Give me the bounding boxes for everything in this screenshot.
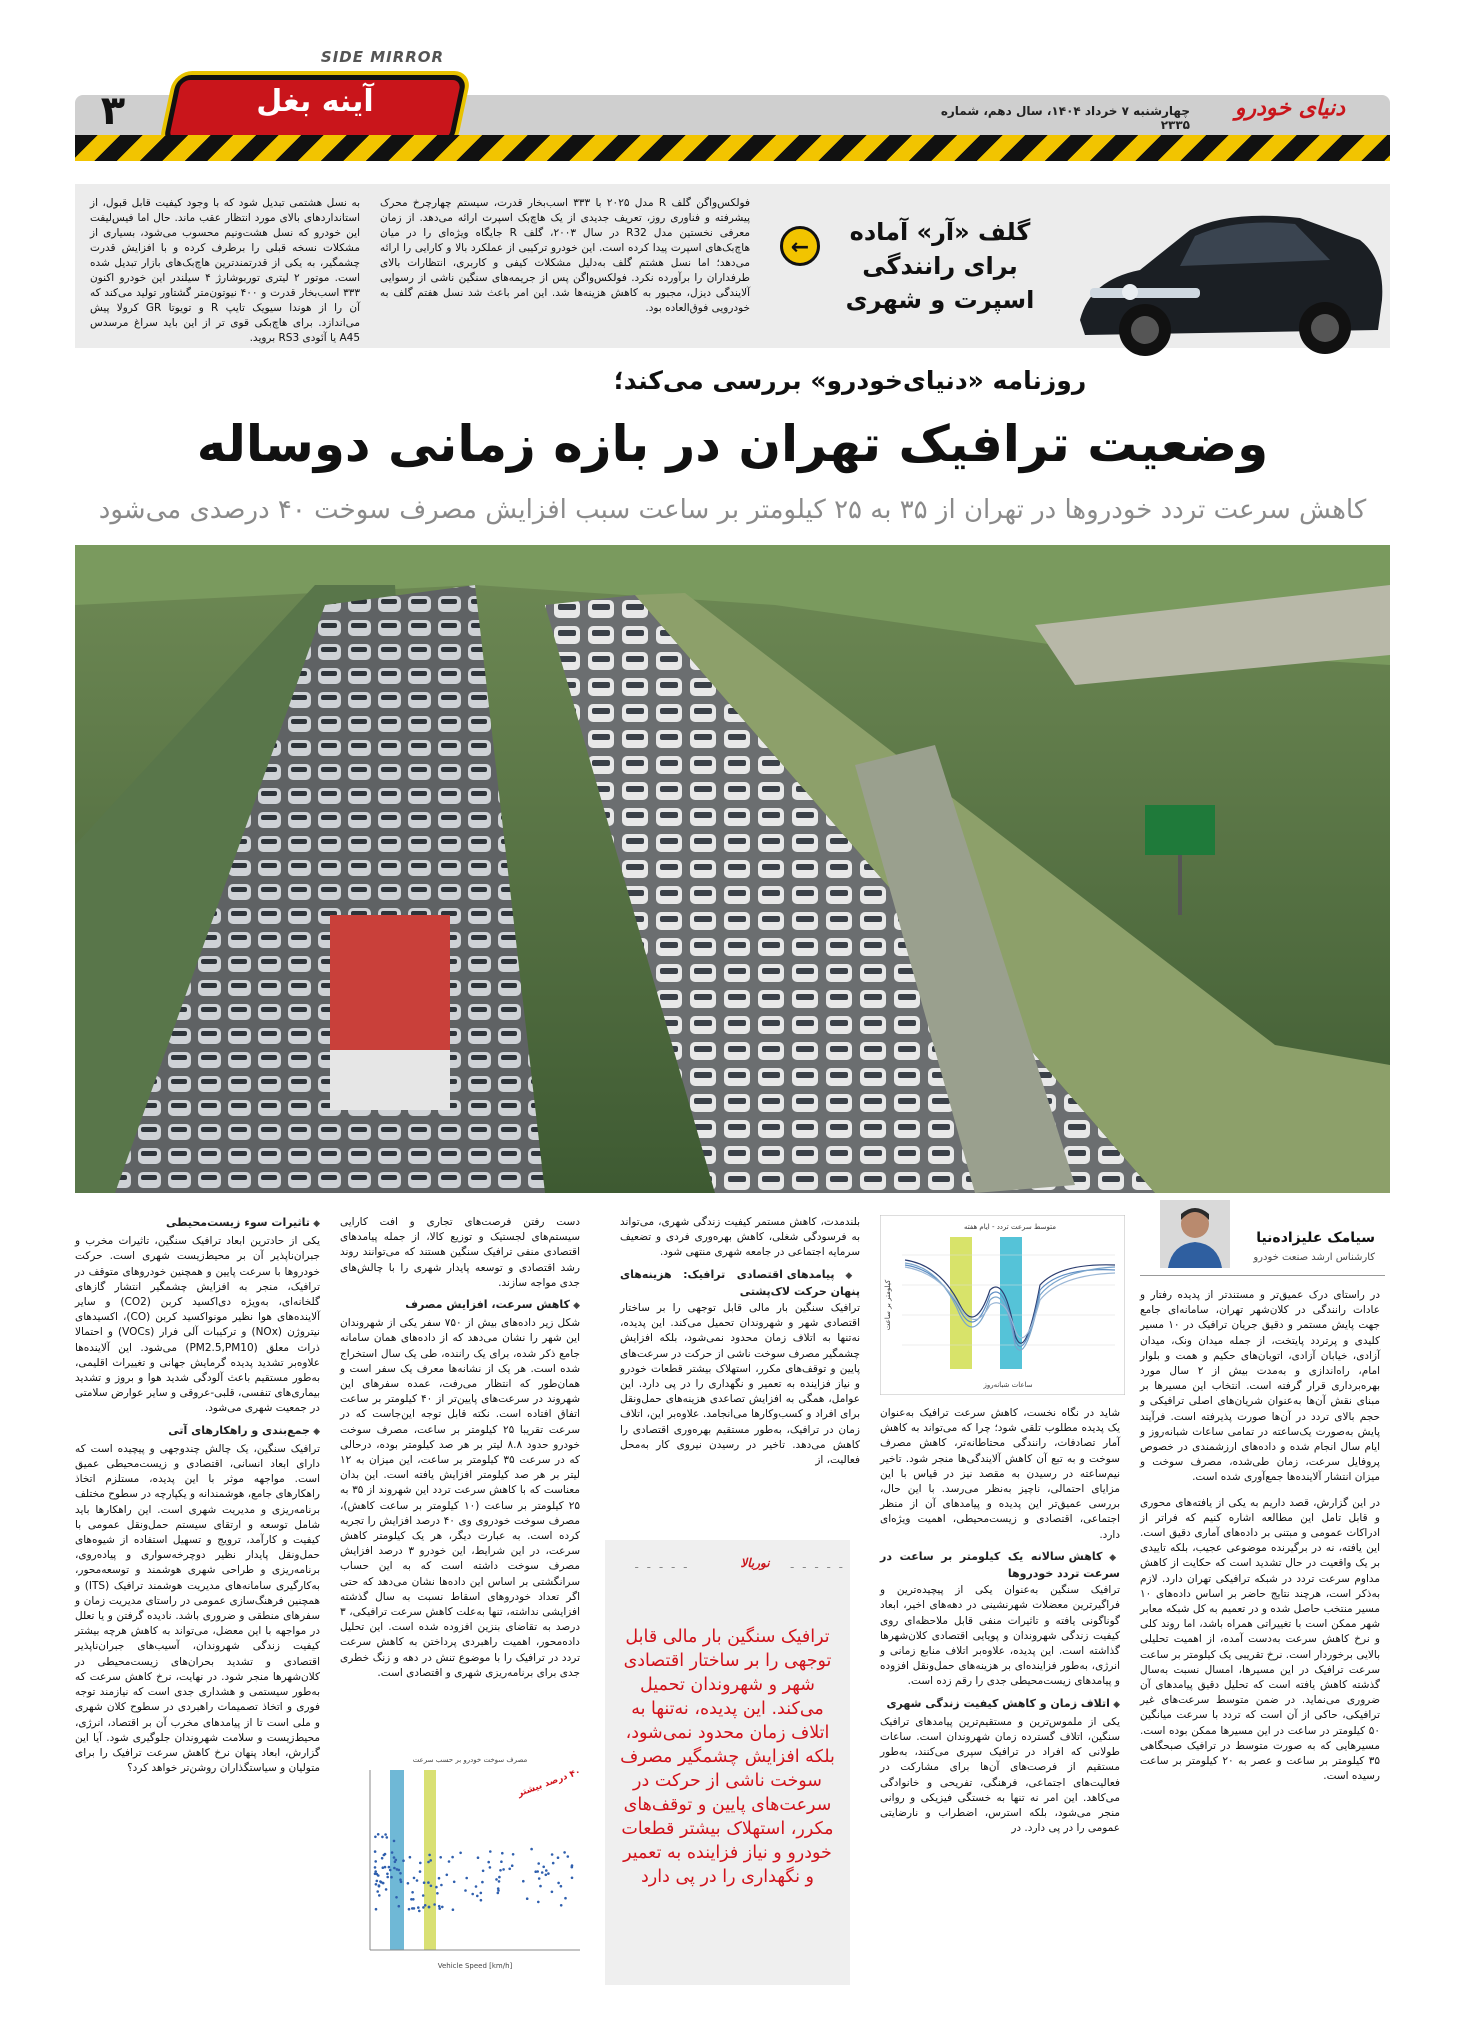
scatter-point — [417, 1906, 420, 1909]
scatter-point — [393, 1867, 396, 1870]
dashes: - - - - - — [790, 1560, 845, 1574]
highlight-band — [950, 1237, 972, 1369]
scatter-point — [551, 1891, 554, 1894]
scatter-point — [423, 1881, 426, 1884]
scatter-point — [498, 1876, 501, 1879]
date-line: چهارشنبه ۷ خرداد ۱۴۰۴، سال دهم، شماره ۲۳۳۵ — [940, 104, 1190, 132]
scatter-point — [382, 1866, 385, 1869]
scatter-point — [500, 1860, 503, 1863]
scatter-point — [385, 1888, 388, 1891]
subheading: ◆ کاهش سالانه یک کیلومتر بر ساعت در سرعت تردد خودروها — [880, 1549, 1120, 1581]
scatter-point — [395, 1859, 398, 1862]
paragraph: دست رفتن فرصت‌های تجاری و افت کارایی سیستم‌های لجستیک و توزیع کالا، از جمله پیامدهای اقتصادی منفی ترافیک سنگین هستند که می‌توانند روند رشد اقتصادی و توسعه پایدار شهری را با چالش‌های جدی مواجه سازند. — [340, 1216, 580, 1289]
scatter-point — [522, 1880, 525, 1883]
scatter-point — [378, 1884, 381, 1887]
teaser-text-left: به نسل هشتمی تبدیل شود که با وجود کیفیت قابل قبول، از استانداردهای بالای مورد انتظار عقب ماند. حال اما فیس‌لیفت این خودرو که نسل هشت‌ونیم محسوب می‌شود، بسیاری از مشکلات نسخه قبلی را برطرف کرده و با افزایش قدرت چشمگیر، به یکی از قدرتمندترین هاچ‌بک‌های بازار تبدیل شده است. موتور ۲ لیتری توربوشارژ ۴ سیلندر این خودرو اکنون ۳۳۳ اسب‌بخار قدرت و ۴۰۰ نیوتون‌متر گشتاور تولید می‌کند که آن را از هوندا سیویک تایپ R و تویوتا GR کرولا پیش می‌اندازد. برای هاچ‌بکی قوی تر از این باید سراغ مرسدس A45 یا آئودی RS3 بروید. — [90, 197, 360, 344]
scatter-point — [399, 1878, 402, 1881]
car-photo — [1060, 180, 1390, 360]
scatter-point — [551, 1853, 554, 1856]
headline: وضعیت ترافیک تهران در بازه زمانی دوساله — [196, 415, 1269, 473]
scatter-point — [526, 1897, 529, 1900]
scatter-point — [396, 1868, 399, 1871]
scatter-point — [538, 1877, 541, 1880]
scatter-point — [377, 1833, 380, 1836]
scatter-point — [409, 1856, 412, 1859]
scatter-point — [476, 1895, 479, 1898]
scatter-point — [542, 1866, 545, 1869]
subheading: ◆ پیامدهای اقتصادی ترافیک: هزینه‌های پنهان حرکت لاک‌پشتی — [620, 1267, 860, 1299]
scatter-point — [571, 1877, 574, 1880]
scatter-point — [374, 1850, 377, 1853]
scatter-point — [376, 1880, 379, 1883]
scatter-point — [489, 1850, 492, 1853]
scatter-point — [398, 1905, 401, 1908]
fuel-chart — [340, 1750, 585, 1975]
scatter-point — [446, 1874, 449, 1877]
scatter-point — [374, 1860, 377, 1863]
scatter-point — [391, 1851, 394, 1854]
scatter-point — [502, 1868, 505, 1871]
scatter-point — [534, 1870, 537, 1873]
scatter-point — [376, 1890, 379, 1893]
divider — [1140, 1275, 1385, 1276]
chart-xlabel: Vehicle Speed [km/h] — [437, 1962, 513, 1970]
scatter-point — [418, 1910, 421, 1913]
scatter-point — [564, 1897, 567, 1900]
scatter-point — [386, 1836, 389, 1839]
scatter-point — [383, 1854, 386, 1857]
scatter-point — [545, 1874, 548, 1877]
scatter-point — [451, 1856, 454, 1859]
scatter-point — [413, 1877, 416, 1880]
scatter-point — [379, 1880, 382, 1883]
subheadline: کاهش سرعت تردد خودروها در تهران از ۳۵ به ۲۵ کیلومتر بر ساعت سبب افزایش مصرف سوخت ۴۰ درصدی می‌شود — [98, 495, 1367, 525]
pullquote-text: ترافیک سنگین بار مالی قابل توجهی را بر ساختار اقتصادی شهر و شهروندان تحمیل می‌کند. این پدیده، نه‌تنها به اتلاف زمان محدود نمی‌شود، بلکه افزایش چشمگیر مصرف سوخت ناشی از حرکت در سرعت‌های پایین و توقف‌های مکرر، استهلاک بیشتر قطعات خودرو و نیاز فزاینده به تعمیر و نگهداری را در پی دارد — [620, 1627, 835, 1887]
scatter-point — [539, 1885, 542, 1888]
scatter-point — [464, 1889, 467, 1892]
scatter-point — [375, 1883, 378, 1886]
scatter-point — [448, 1860, 451, 1863]
scatter-point — [384, 1833, 387, 1836]
scatter-point — [471, 1893, 474, 1896]
scatter-point — [382, 1882, 385, 1885]
article-column-1 — [1140, 1288, 1380, 1785]
side-mirror-label: SIDE MIRROR — [320, 48, 445, 66]
scatter-point — [374, 1836, 377, 1839]
paragraph: در این گزارش، قصد داریم به یکی از یافته‌های محوری و قابل تامل این مطالعه اشاره کنیم که فراتر از ادراکات عمومی و مبتنی بر داده‌های آماری دقیق است. این یافته، نه در برگیرنده موضوعی عجیب، بلکه تاییدی بر یک واقعیت در حال تشدید است که حکایت از کاهش مداوم سرعت تردد در شبکه ترافیکی تهران دارد. لازم به‌ذکر است، هرچند نتایج حاضر بر اساس داده‌های ۱۰ مسیر منتخب حاصل شده و در تعمیم به کل شبکه معابر شهر ممکن است با تغییراتی همراه باشد، اما روند کلی و نرخ کاهش سرعت به‌دست آمده، از اهمیت تحلیلی بالایی برخوردار است. نرخ تقریبی یک کیلومتر بر ساعت سرعت ترافیک در این مسیرها، امسال نسبت به‌سال گذشته کاهش یافته است که تحلیل دقیق پیامدهای آن ضروری می‌نماید. در ضمن متوسط سرعت‌های غیر ترافیکی، حاکی از آن است که تردد با سرعت میانگین ۵۰ کیلومتر در ساعت در این مسیرها ممکن بوده است. مسیرهایی که به صورت متوسط در ترافیک صبحگاهی ۳۵ کیلومتر بر ساعت و عصر به ۲۰ کیلومتر بر ساعت رسیده است. — [1140, 1496, 1380, 1783]
scatter-point — [410, 1898, 413, 1901]
pullquote-label: نوربالا — [740, 1556, 770, 1570]
scatter-point — [459, 1852, 462, 1855]
scatter-point — [537, 1862, 540, 1865]
scatter-point — [422, 1894, 425, 1897]
scatter-point — [475, 1885, 478, 1888]
scatter-point — [402, 1859, 405, 1862]
scatter-point — [395, 1896, 398, 1899]
scatter-point — [422, 1906, 425, 1909]
scatter-point — [438, 1907, 441, 1910]
scatter-point — [541, 1871, 544, 1874]
kicker: روزنامه «دنیای‌خودرو» بررسی می‌کند؛ — [613, 366, 1087, 395]
paragraph: شاید در نگاه نخست، کاهش سرعت ترافیک به‌عنوان یک پدیده مطلوب تلقی شود؛ چرا که می‌تواند به کاهش آمار تصادفات، رانندگی محتاطانه‌تر، کاهش مصرف سوخت و به تبع آن کاهش آلایندگی‌ها منجر شود. تاخیر نیم‌ساعته در رسیدن به مقصد نیز در قیاس با این مزایای احتمالی، ناچیز به‌نظر می‌رسد. با این حال، بررسی عمیق‌تر این پدیده و پیامدهای آن از منظر اجتماعی، اقتصادی و زیست‌محیطی، اهمیت ویژه‌ای دارد. — [880, 1407, 1120, 1541]
scatter-point — [407, 1882, 410, 1885]
paragraph: بلندمدت، کاهش مستمر کیفیت زندگی شهری، می‌تواند به فرسودگی شغلی، کاهش بهره‌وری فردی و تضعیف سرمایه اجتماعی در جامعه شهری منتهی شود. — [620, 1216, 860, 1259]
scatter-point — [374, 1866, 377, 1869]
scatter-point — [545, 1869, 548, 1872]
scatter-point — [416, 1879, 419, 1882]
scatter-point — [384, 1866, 387, 1869]
scatter-point — [489, 1866, 492, 1869]
chart-xlabel: ساعات شبانه‌روز — [983, 1381, 1033, 1389]
scatter-point — [498, 1880, 501, 1883]
scatter-point — [413, 1907, 416, 1910]
scatter-point — [501, 1852, 504, 1855]
chart-title: متوسط سرعت تردد - ایام هفته — [964, 1223, 1056, 1231]
scatter-point — [495, 1878, 498, 1881]
subheading: ◆ تاثیرات سوء زیست‌محیطی — [75, 1215, 320, 1232]
scatter-point — [571, 1864, 574, 1867]
paragraph: ترافیک سنگین بار مالی قابل توجهی را بر ساختار اقتصادی شهر و شهروندان تحمیل می‌کند. این پدیده، نه‌تنها به اتلاف زمان محدود نمی‌شود، بلکه افزایش چشمگیر مصرف سوخت ناشی از حرکت در سرعت‌های پایین و توقف‌های مکرر، استهلاک بیشتر قطعات خودرو و نیاز فزاینده به تعمیر و نگهداری را در پی دارد. این عوامل، همگی به افزایش تصاعدی هزینه‌های حمل‌ونقل برای افراد و کسب‌وکارها می‌انجامد. علاوه‌بر این، اتلاف زمان در ترافیک، به‌طور مستقیم بهره‌وری اقتصادی را کاهش می‌دهد. تاخیر در رسیدن نیروی کار به‌محل فعالیت، از — [620, 1302, 860, 1467]
scatter-point — [378, 1894, 381, 1897]
scatter-point — [438, 1877, 441, 1880]
speed-chart — [880, 1215, 1125, 1395]
scatter-point — [499, 1869, 502, 1872]
scatter-point — [393, 1856, 396, 1859]
scatter-point — [487, 1861, 490, 1864]
scatter-point — [481, 1881, 484, 1884]
teaser-text-right: فولکس‌واگن گلف R مدل ۲۰۲۵ با ۳۳۳ اسب‌بخار قدرت، سیستم چهارچرخ محرک پیشرفته و فناوری روز، تعریف جدیدی از یک هاچ‌بک اسپرت ارائه می‌دهد. از زمان معرفی نخستین مدل R32 در سال ۲۰۰۳، گلف R جایگاه ویژه‌ای را در میان هاچ‌بک‌های اسپرت پیدا کرده است. این خودرو ترکیبی از عملکرد بالا و کارایی را ارائه می‌دهد؛ اما نسل هشتم گلف به‌دلیل مشکلات کیفی و کاربری، انتظارات بالای طرفداران را برآورده نکرد. فولکس‌واگن پس از جریمه‌های سنگین ناشی از رسوایی آلایندگی دیزل، مجبور به کاهش هزینه‌ها شد. این امر باعث شد نسل هفتم گلف به خودرویی فوق‌العاده بود. — [380, 197, 750, 314]
subheading: ◆ جمع‌بندی و راهکارهای آتی — [75, 1423, 320, 1440]
scatter-point — [428, 1854, 431, 1857]
scatter-point — [512, 1853, 515, 1856]
scatter-point — [436, 1892, 439, 1895]
teaser-title[interactable]: گلف «آر» آماده برای رانندگی اسپرت و شهری — [845, 218, 1035, 314]
scatter-point — [424, 1904, 427, 1907]
scatter-point — [511, 1864, 514, 1867]
scatter-point — [386, 1876, 389, 1879]
scatter-point — [537, 1901, 540, 1904]
scatter-point — [386, 1873, 389, 1876]
scatter-point — [530, 1848, 533, 1851]
scatter-point — [567, 1855, 570, 1858]
scatter-point — [375, 1908, 378, 1911]
scatter-point — [399, 1872, 402, 1875]
scatter-point — [480, 1892, 483, 1895]
scatter-point — [560, 1904, 563, 1907]
article-column-3 — [620, 1215, 860, 1468]
scatter-point — [557, 1882, 560, 1885]
paragraph: ترافیک سنگین، یک چالش چندوجهی و پیچیده است که دارای ابعاد انسانی، اقتصادی و زیست‌محیطی عمیق است. مواجهه موثر با این پدیده، مستلزم اتخاذ راهکارهای جامع، هوشمندانه و یکپارچه در سطوح مختلف برنامه‌ریزی و مدیریت شهری است. این راهکارها باید شامل توسعه و ارتقای سیستم حمل‌ونقل عمومی با کیفیت و کارآمد، ترویج و تسهیل استفاده از شیوه‌های حمل‌ونقل پایدار نظیر دوچرخه‌سواری و پیاده‌روی، برنامه‌ریزی و طراحی شهری هوشمند و توسعه‌محور، به‌کارگیری سامانه‌های مدیریت هوشمند ترافیک (ITS) و همچنین فرهنگ‌سازی عمومی در راستای مدیریت زمان و سفرهای منطقی و ضروری باشد. نادیده گرفتن و یا تعلل در مواجهه با این معضل، می‌تواند به کاهش هرچه بیشتر کیفیت زندگی شهروندان، آسیب‌های جبران‌ناپذیر اقتصادی و تشدید بحران‌های زیست‌محیطی در کلان‌شهرها منجر شود. در نهایت، نرخ کاهش سرعت که به‌طور سیستمی و هشداری جدی است که نیازمند توجه فوری و اتخاذ تصمیمات راهبردی در سطوح کلان شهری و ملی است تا از پیامدهای مخرب آن بر اقتصاد، انرژی، محیط‌زیست و سلامت شهروندان جلوگیری شود. آیا این گزارش، ابعاد پنهان نرخ کاهش سرعت ترافیک را برای متولیان و سیاستگذاران روشن‌تر خواهد کرد؟ — [75, 1442, 320, 1775]
scatter-point — [433, 1903, 436, 1906]
scatter-point — [452, 1908, 455, 1911]
scatter-point — [497, 1889, 500, 1892]
scatter-point — [427, 1861, 430, 1864]
scatter-point — [497, 1892, 500, 1895]
scatter-point — [563, 1851, 566, 1854]
scatter-point — [419, 1870, 422, 1873]
scatter-point — [438, 1905, 441, 1908]
scatter-point — [390, 1876, 393, 1879]
paragraph: شکل زیر داده‌های بیش از ۷۵۰ سفر یکی از شهروندان این شهر را نشان می‌دهد که از داده‌های همان سامانه جامع ذکر شده، برای یک راننده، طی یک سال استخراج شده است. هر یک از نشانه‌ها معرف یک سفر است و همان‌طور که انتظار می‌رفت، عمده سفرهای این شهروند در سرعت‌های پایین‌تر از ۴۰ کیلومتر بر ساعت اتفاق افتاده است. نکته قابل توجه این‌جاست که در سرعت تقریبا ۲۵ کیلومتر بر ساعت، مصرف سوخت خودرو حدود ۸.۸ لیتر بر هر صد کیلومتر بوده، درحالی که در سرعت ۳۵ کیلومتر بر ساعت، این میزان به ۱۲ لیتر بر هر صد کیلومتر افزایش یافته است. این بدان معناست که با کاهش سرعت تردد این شهروند از ۳۵ به ۲۵ کیلومتر بر ساعت (۱۰ کیلومتر بر ساعت کاهش)، مصرف سوخت خودروی وی ۴۰ درصد افزایش را تجربه کرده است. به عبارت دیگر، هر یک کیلومتر کاهش سرعت، در این شرایط، این خودرو ۳ درصد افزایش مصرف سوخت داشته است که به این حساب سرانگشتی بر اساس این داده‌ها نشان می‌دهد که حتی اگر تعداد خودروهای اسقاط نسبت به سال گذشته افزایشی نداشته، تنها به‌علت کاهش سرعت ترافیکی، ۳ درصد به تقاضای بنزین افزوده شده است. این تحلیل داده‌محور، اهمیت راهبردی پرداختن به کاهش سرعت تردد در ترافیک را با موضوع تنش در دهه و زنگ خطری جدی برای برنامه‌ریزی شهری و اقتصادی است. — [340, 1317, 581, 1679]
scatter-point — [480, 1899, 483, 1902]
scatter-point — [427, 1881, 430, 1884]
paragraph: ترافیک سنگین به‌عنوان یکی از پیچیده‌ترین و فراگیرترین معضلات شهرنشینی در دهه‌های اخیر، ابعاد گوناگونی یافته و تاثیرات منفی قابل ملاحظه‌ای روی کیفیت زندگی شهروندان و پویایی اقتصادی کلان‌شهرها گذاشته است. این پدیده، علاوه‌بر اتلاف منابع زمانی و انرژی، به‌طور فزاینده‌ای بر هزینه‌های حمل‌ونقل افزوده و پیامدهای زیست‌محیطی جدی را رقم زده است. — [880, 1584, 1120, 1688]
chart-title: مصرف سوخت خودرو بر حسب سرعت — [412, 1756, 528, 1764]
scatter-point — [430, 1885, 433, 1888]
paragraph: در راستای درک عمیق‌تر و مستندتر از پدیده رفتار و عادات رانندگی در کلان‌شهر تهران، سامانه‌ای جامع جهت پایش مستمر و دقیق جریان ترافیک در ۱۰ مسیر کلیدی و پرتردد پایتخت، از جمله میدان ونک، میدان آزادی، خیابان آزادی، اتوبان‌های حکیم و همت و بلوار امام، راه‌اندازی و به‌مدت بیش از ۲ سال مورد بهره‌برداری قرار گرفته است. انتخاب این مسیرها بر مبنای نقش آن‌ها به‌عنوان شریان‌های اصلی ترافیکی و حجم بالای تردد در آن‌ها صورت پذیرفته است. فرآیند پایش به‌صورت یک‌ساعته در تمامی ساعات شبانه‌روز و ایام سال انجام شده و داده‌های ارزشمندی در خصوص پروفایل سرعت، زمان طی‌شده، مصرف سوخت و میزان انتشار آلاینده‌ها جمع‌آوری شده است. — [1140, 1289, 1380, 1484]
scatter-point — [429, 1859, 432, 1862]
scatter-point — [411, 1891, 414, 1894]
scatter-point — [441, 1906, 444, 1909]
arrow-left-icon[interactable]: ← — [780, 226, 820, 266]
scatter-point — [508, 1868, 511, 1871]
author-avatar — [1160, 1200, 1230, 1268]
scatter-point — [552, 1862, 555, 1865]
scatter-point — [393, 1840, 396, 1843]
scatter-point — [560, 1885, 563, 1888]
paragraph: یکی از حادترین ابعاد ترافیک سنگین، تاثیرات مخرب و جبران‌ناپذیر آن بر محیط‌زیست شهری است. حرکت خودروها با سرعت پایین و همچنین خودروهای متوقف در ترافیک، منجر به افزایش چشمگیر انتشار گازهای گلخانه‌ای، به‌ویژه دی‌اکسید کربن (CO2) و سایر آلاینده‌های هوا نظیر مونواکسید کربن (CO)، اکسیدهای نیتروژن (NOx) و ترکیبات آلی فرار (VOCs) و احتمالا ذرات معلق (PM2.5,PM10) می‌شود. این آلاینده‌ها علاوه‌بر تشدید پدیده گرمایش جهانی و تغییرات اقلیمی، به‌طور مستقیم باعث آلودگی شدید هوا و بروز و تشدید بیماری‌های تنفسی، قلبی-عروقی و سایر عوارض سلامتی در جمعیت شهری می‌شود. — [75, 1235, 320, 1415]
section-title: آینه بغل — [256, 84, 374, 119]
page-number: ۳ — [100, 88, 126, 134]
author-role: کارشناس ارشد صنعت خودرو — [1253, 1252, 1375, 1263]
scatter-point — [557, 1856, 560, 1859]
scatter-point — [482, 1870, 485, 1873]
scatter-point — [408, 1908, 411, 1911]
scatter-point — [388, 1866, 391, 1869]
chart-annotation: ۴۰ درصد بیشتر — [516, 1767, 583, 1800]
scatter-point — [547, 1872, 550, 1875]
scatter-point — [389, 1869, 392, 1872]
article-column-2 — [880, 1406, 1120, 1836]
article-column-4 — [340, 1215, 580, 1681]
scatter-point — [465, 1877, 468, 1880]
hazard-stripe — [75, 135, 1390, 161]
chart-ylabel: کیلومتر بر ساعت — [884, 1279, 892, 1331]
paragraph: یکی از ملموس‌ترین و مستقیم‌ترین پیامدهای ترافیک سنگین، اتلاف گسترده زمان شهروندان است. ساعات طولانی که افراد در ترافیک سپری می‌کنند، به‌طور مستقیم از فرصت‌های آن‌ها برای مشارکت در فعالیت‌های اجتماعی، فرهنگی، تفریحی و خانوادگی می‌کاهد. این امر نه تنها به خستگی فیزیکی و روانی منجر می‌شود، بلکه استرس، اضطراب و نارضایتی عمومی را در پی دارد. در — [880, 1715, 1120, 1835]
scatter-point — [419, 1862, 422, 1865]
scatter-point — [435, 1886, 438, 1889]
article-column-5 — [75, 1215, 320, 1776]
scatter-point — [428, 1906, 431, 1909]
subheading: ◆ کاهش سرعت، افزایش مصرف — [340, 1297, 580, 1314]
scatter-point — [439, 1856, 442, 1859]
scatter-point — [381, 1836, 384, 1839]
brand-logo: دنیای خودرو — [1234, 96, 1346, 121]
subheading: ◆ اتلاف زمان و کاهش کیفیت زندگی شهری — [880, 1696, 1120, 1713]
scatter-point — [374, 1873, 377, 1876]
scatter-point — [381, 1857, 384, 1860]
traffic-photo — [75, 545, 1390, 1193]
dashes: - - - - - — [634, 1560, 690, 1574]
author-name: سیامک علیزاده‌نیا — [1256, 1230, 1375, 1246]
scatter-point — [477, 1856, 480, 1859]
scatter-point — [453, 1881, 456, 1884]
scatter-point — [374, 1870, 377, 1873]
scatter-point — [440, 1884, 443, 1887]
